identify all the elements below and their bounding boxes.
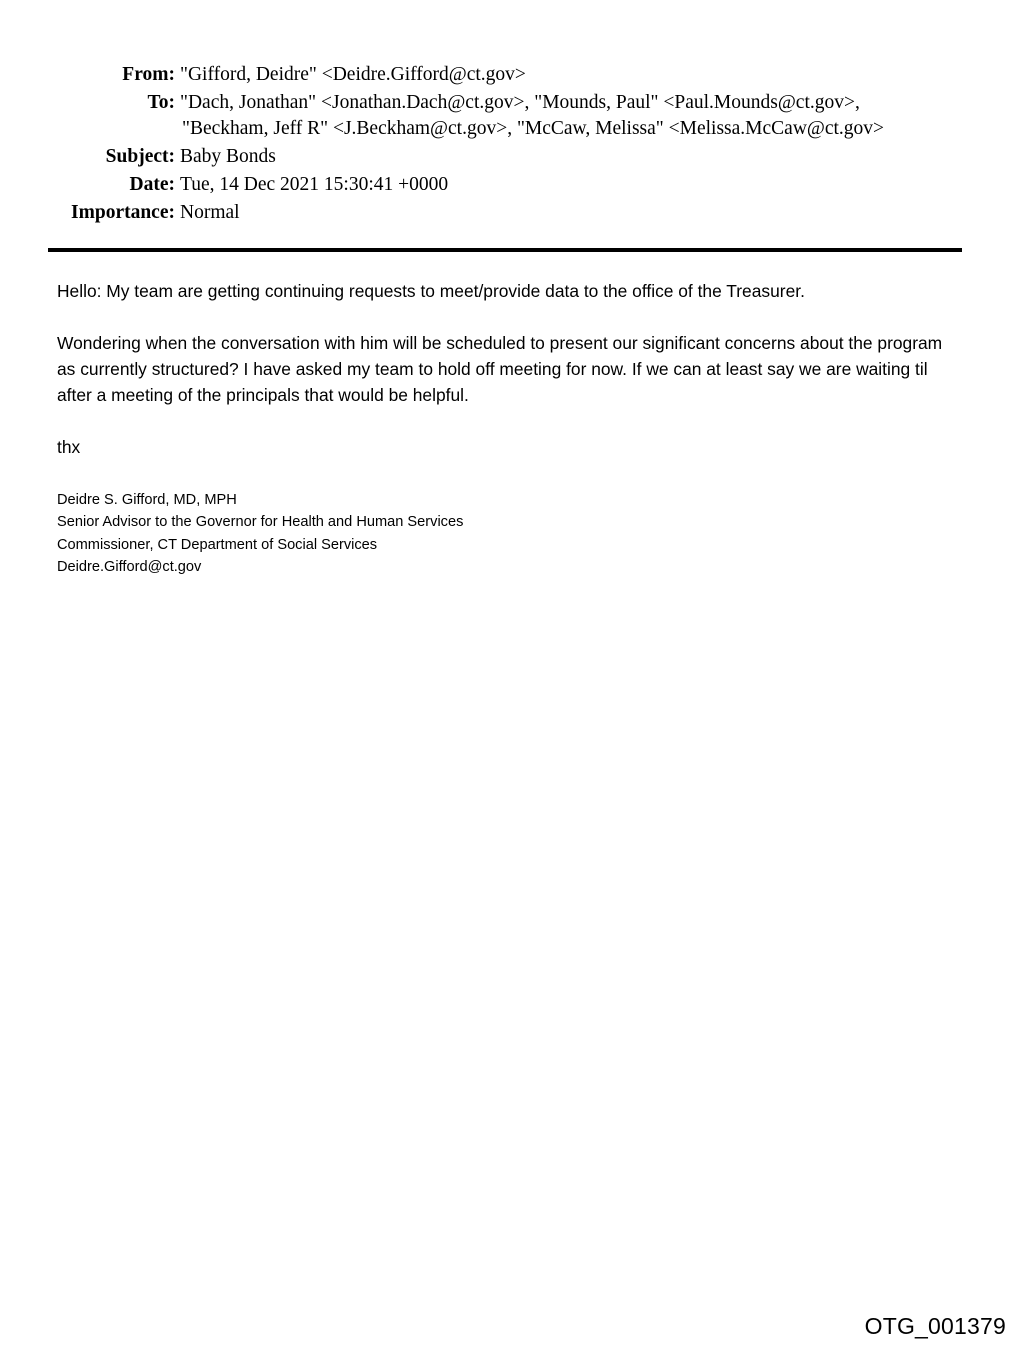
header-body-divider bbox=[48, 248, 962, 252]
date-text: Tue, 14 Dec 2021 15:30:41 +0000 bbox=[180, 174, 449, 195]
body-paragraph-1: Hello: My team are getting continuing requests to meet/provide data to the office of the Treasurer. bbox=[57, 281, 805, 301]
to-address-line-2: "Beckham, Jeff R" <J.Beckham@ct.gov>, "McCaw, Melissa" <Melissa.McCaw@ct.gov> bbox=[182, 118, 885, 139]
email-header-block bbox=[0, 62, 1020, 228]
email-body-block bbox=[57, 278, 965, 460]
header-label-from: From: bbox=[122, 64, 175, 85]
header-label-to: To: bbox=[147, 92, 175, 113]
header-row-from bbox=[0, 62, 1020, 88]
from-address-line: "Gifford, Deidre" <Deidre.Gifford@ct.gov> bbox=[180, 64, 526, 85]
signature-line-title-1: Senior Advisor to the Governor for Health and Human Services bbox=[57, 514, 464, 531]
header-row-date bbox=[0, 172, 1020, 198]
signature-line-email: Deidre.Gifford@ct.gov bbox=[57, 558, 202, 575]
header-row-importance bbox=[0, 200, 1020, 226]
header-value-to bbox=[180, 90, 970, 142]
subject-text: Baby Bonds bbox=[180, 146, 276, 167]
header-row-subject bbox=[0, 144, 1020, 170]
bates-number-stamp: OTG_001379 bbox=[864, 1313, 1006, 1339]
signature-line-name: Deidre S. Gifford, MD, MPH bbox=[57, 492, 237, 508]
signature-line-title-2: Commissioner, CT Department of Social Services bbox=[57, 536, 378, 553]
header-label-subject: Subject: bbox=[105, 146, 175, 167]
header-row-to bbox=[0, 90, 1020, 142]
header-label-importance: Importance: bbox=[71, 202, 175, 223]
header-value-from bbox=[180, 62, 970, 88]
header-value-importance bbox=[180, 200, 970, 226]
header-value-date bbox=[180, 172, 970, 198]
header-label-date: Date: bbox=[129, 174, 175, 195]
importance-text: Normal bbox=[180, 202, 240, 223]
body-paragraph-2: Wondering when the conversation with him will be scheduled to present our significant concerns about the program as currently structured? I have asked my team to hold off meeting for now. If we can at least say we are waiting til after a meeting of the principals that would be helpful. bbox=[57, 333, 943, 405]
body-paragraph-3: thx bbox=[57, 437, 81, 457]
header-value-subject bbox=[180, 144, 970, 170]
to-address-line-1: "Dach, Jonathan" <Jonathan.Dach@ct.gov>, "Mounds, Paul" <Paul.Mounds@ct.gov>, bbox=[180, 92, 860, 113]
signature-block bbox=[57, 489, 757, 578]
